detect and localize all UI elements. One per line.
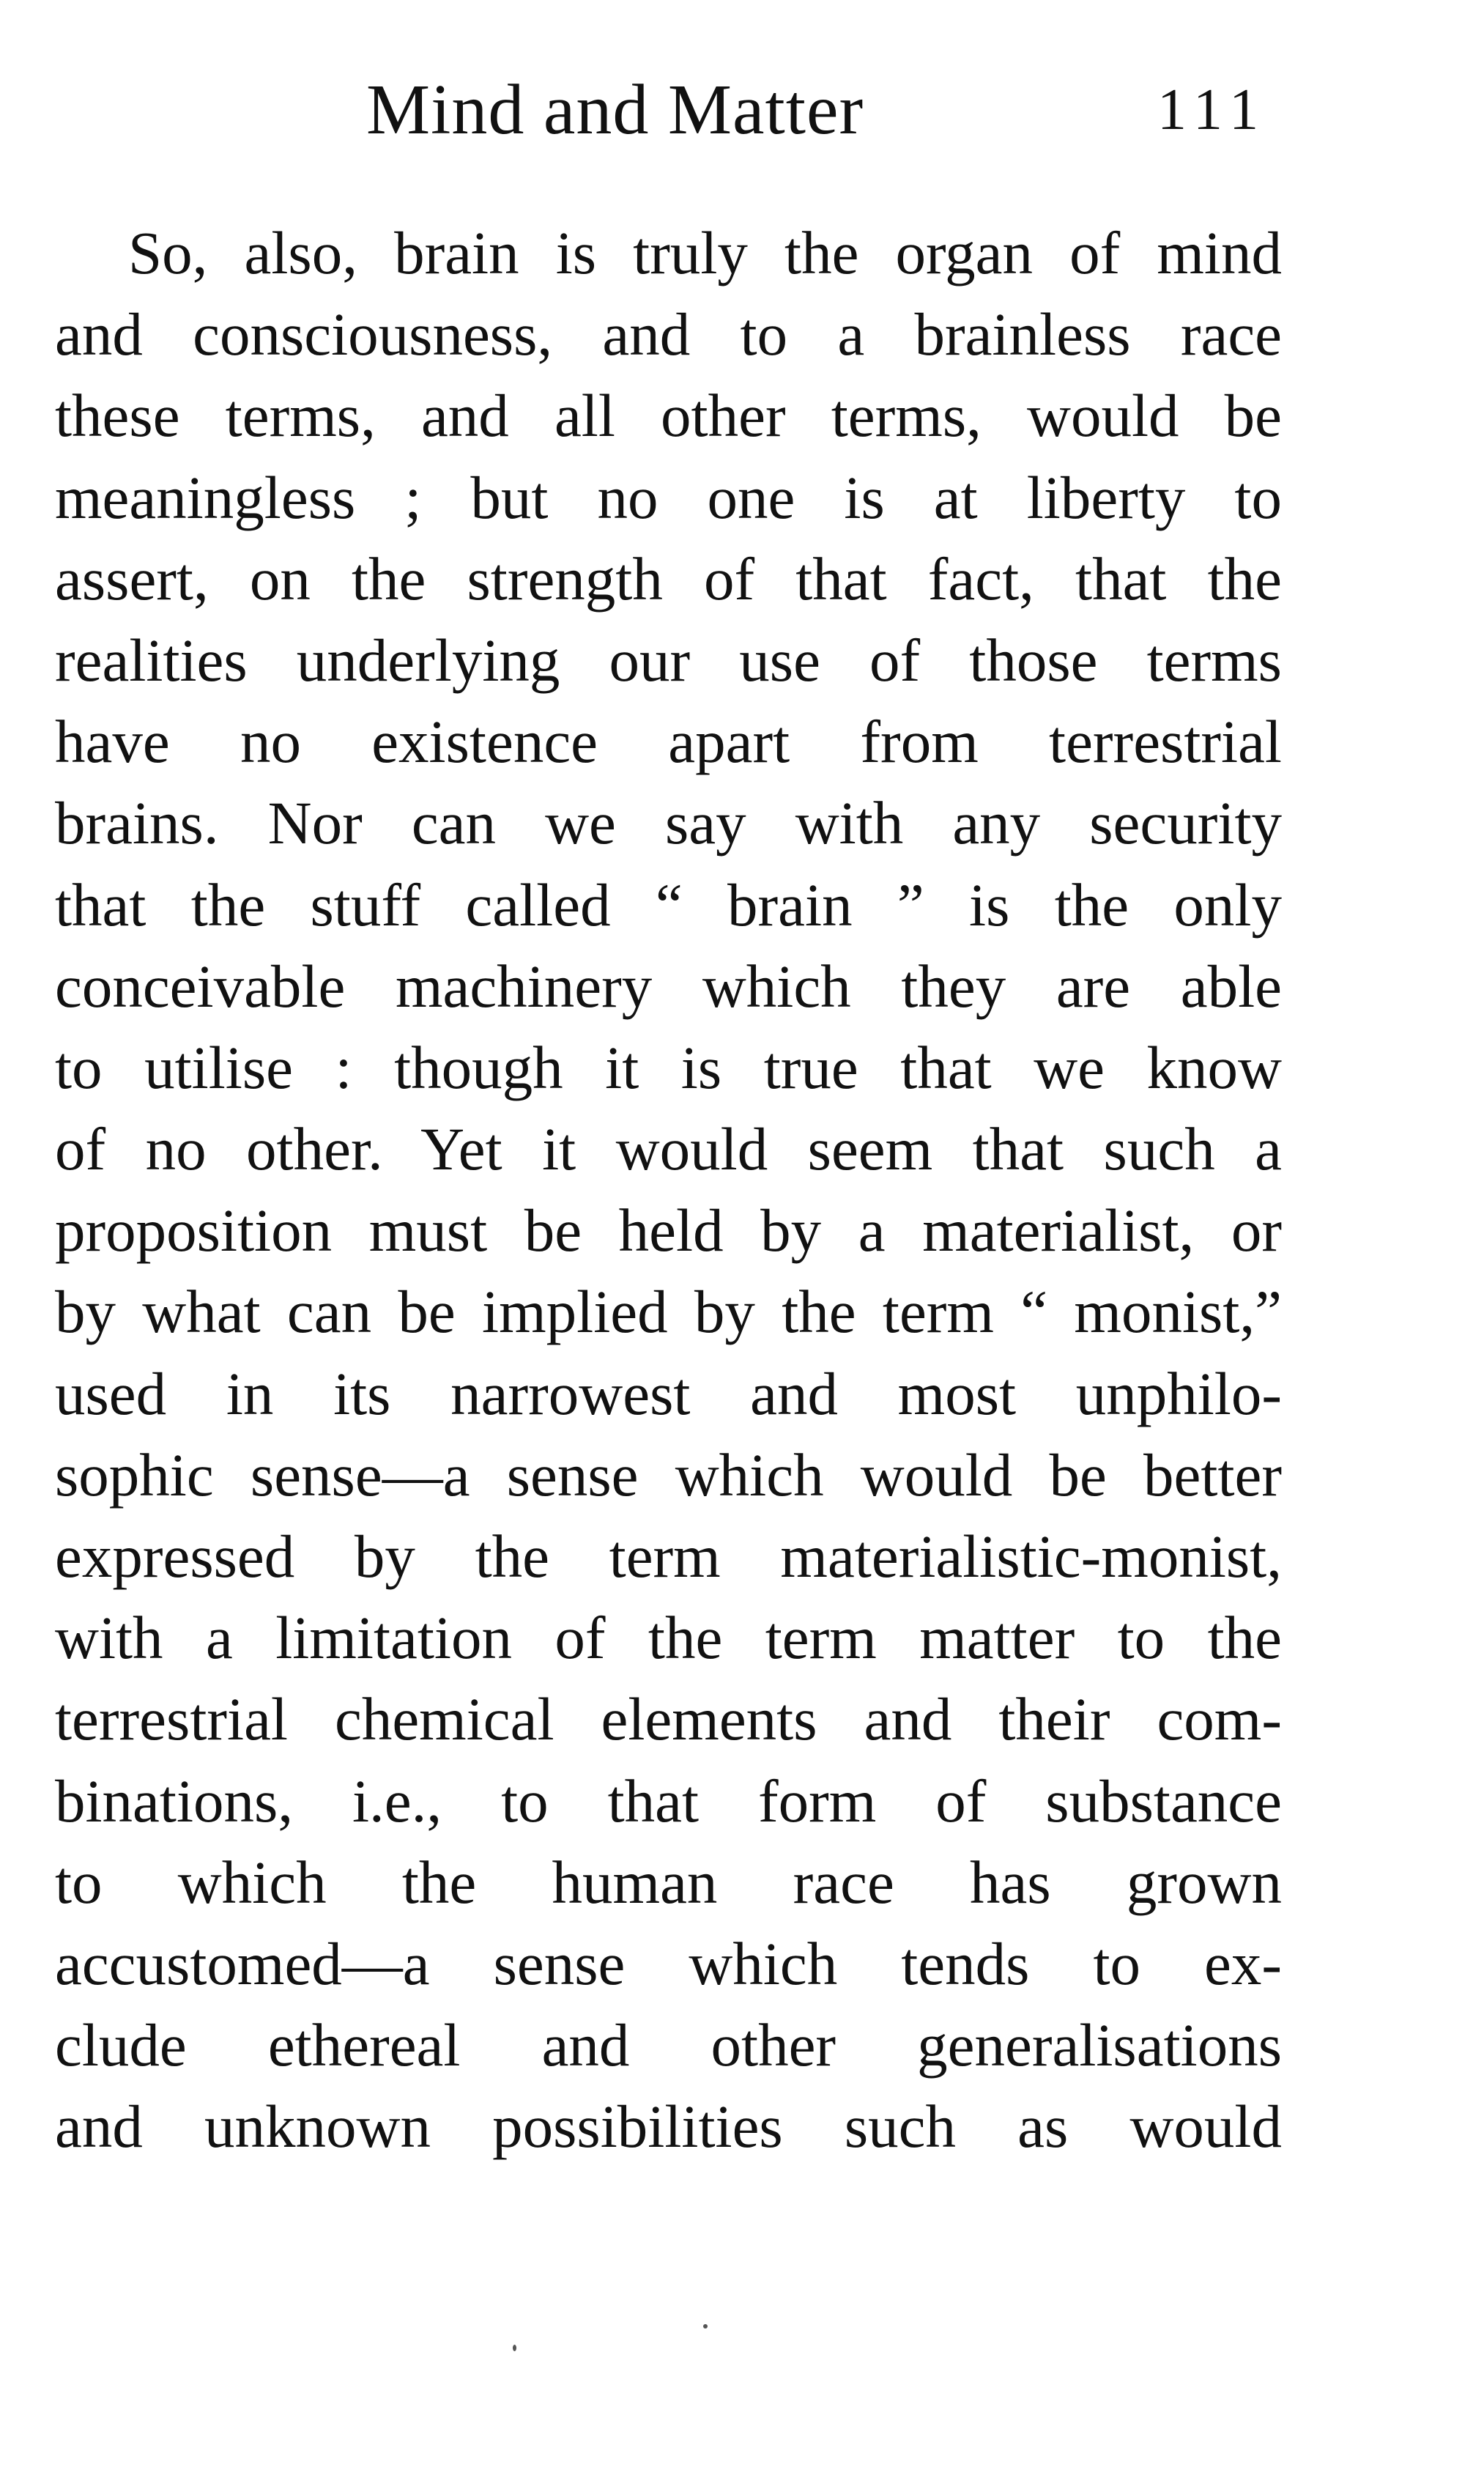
text-line: binations, i.e., to that form of substance [55, 1767, 1282, 1835]
scan-speck [513, 2345, 516, 2351]
text-line: meaningless ; but no one is at liberty to [55, 463, 1282, 531]
text-line: to which the human race has grown [55, 1848, 1282, 1916]
text-line: and unknown possibilities such as would [55, 2093, 1282, 2161]
scan-speck [703, 2324, 708, 2329]
text-line: by what can be implied by the term “ monist,” [55, 1278, 1282, 1346]
text-line: realities underlying our use of those terms [55, 626, 1282, 694]
running-title: Mind and Matter [366, 70, 864, 149]
text-line: clude ethereal and other generalisations [55, 2011, 1282, 2079]
text-line: with a limitation of the term matter to the [55, 1604, 1282, 1672]
text-line: proposition must be held by a materialist, or [55, 1196, 1282, 1265]
text-line: terrestrial chemical elements and their com- [55, 1685, 1282, 1753]
text-line: brains. Nor can we say with any security [55, 789, 1282, 857]
text-line: sophic sense—a sense which would be better [55, 1440, 1282, 1509]
text-line: accustomed—a sense which tends to ex- [55, 1929, 1282, 1997]
running-head [0, 70, 1484, 150]
text-line: of no other. Yet it would seem that such a [55, 1115, 1282, 1183]
body-paragraph [55, 212, 1282, 2168]
text-line: conceivable machinery which they are able [55, 952, 1282, 1020]
scan-specks [0, 2308, 1484, 2367]
text-line: that the stuff called “ brain ” is the only [55, 870, 1282, 939]
text-line: have no existence apart from terrestrial [55, 708, 1282, 776]
text-line: these terms, and all other terms, would be [55, 382, 1282, 450]
text-line: assert, on the strength of that fact, that the [55, 544, 1282, 613]
text-line: expressed by the term materialistic-monist, [55, 1523, 1282, 1590]
text-line: and consciousness, and to a brainless race [55, 300, 1282, 369]
text-line: So, also, brain is truly the organ of mind [128, 219, 1282, 286]
text-line: used in its narrowest and most unphilo- [55, 1359, 1282, 1427]
text-line: to utilise : though it is true that we know [55, 1033, 1282, 1101]
page-number: 111 [1157, 78, 1268, 142]
